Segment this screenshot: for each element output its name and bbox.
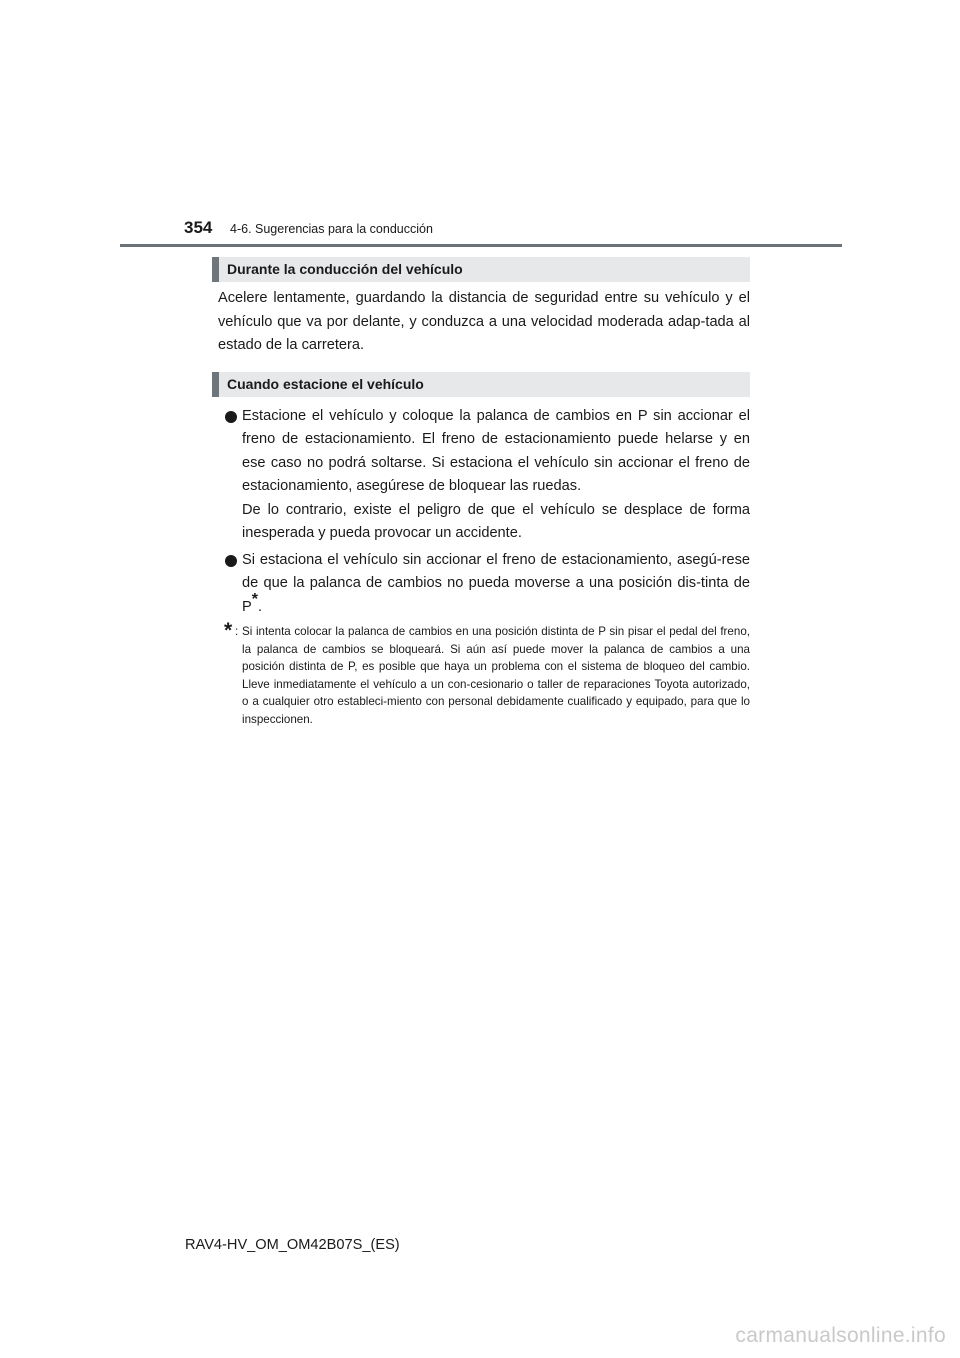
page-header <box>0 0 960 250</box>
driving-paragraph: Acelere lentamente, guardando la distancia de seguridad entre su vehículo y el vehículo que va por delante, y conduzca a una velocidad moderada adap-tada al estado de la carretera. <box>218 290 750 353</box>
footnote-asterisk: * <box>224 619 233 642</box>
footnote-colon: : <box>235 625 239 638</box>
heading-parking: Cuando estacione el vehículo <box>212 372 750 397</box>
footnote-text: Si intenta colocar la palanca de cambios en una posición distinta de P sin pisar el pedal del freno, la palanca de cambios se bloqueará. Si aún así puede mover la palanca de cambios a una posición distinta de P, es posible que haya un problema con el sistema de bloqueo del cambio. Lleve inmediatamente el vehículo a un con-cesionario o taller de reparaciones Toyota autorizado, o a cualquier otro estableci-miento con personal debidamente cualificado y equipado, para que lo inspeccionen. <box>242 625 750 726</box>
page-number: 354 <box>184 218 213 237</box>
header-divider <box>120 244 842 247</box>
footnote-reference-mark: * <box>251 590 258 608</box>
list-item <box>212 549 750 620</box>
bullet-text: Estacione el vehículo y coloque la palanca de cambios en P sin accionar el freno de estacionamiento. El freno de estacionamiento puede helarse y en ese caso no podrá soltarse. Si estaciona el vehículo sin accionar el freno de estacionamiento, asegúrese de bloquear las ruedas. <box>242 407 750 494</box>
page-content <box>212 257 750 728</box>
section-title: 4-6. Sugerencias para la conducción <box>230 222 433 236</box>
document-code: RAV4-HV_OM_OM42B07S_(ES) <box>185 1237 400 1253</box>
bullet-text <box>242 549 750 620</box>
parking-bullet-list <box>212 405 750 620</box>
bullet-text-body: Si estaciona el vehículo sin accionar el freno de estacionamiento, asegú-rese de que la palanca de cambios no pueda moverse a una posición dis-tinta de P <box>242 551 750 615</box>
bullet-dot-icon <box>225 411 237 423</box>
bullet-dot-icon <box>225 555 237 567</box>
bullet-continuation: De lo contrario, existe el peligro de que el vehículo se desplace de forma inesperada y pueda provocar un accidente. <box>242 501 750 541</box>
bullet-text-end: . <box>257 598 263 615</box>
footnote <box>212 619 750 728</box>
watermark: carmanualsonline.info <box>735 1324 946 1347</box>
heading-driving: Durante la conducción del vehículo <box>212 257 750 282</box>
list-item <box>212 405 750 546</box>
